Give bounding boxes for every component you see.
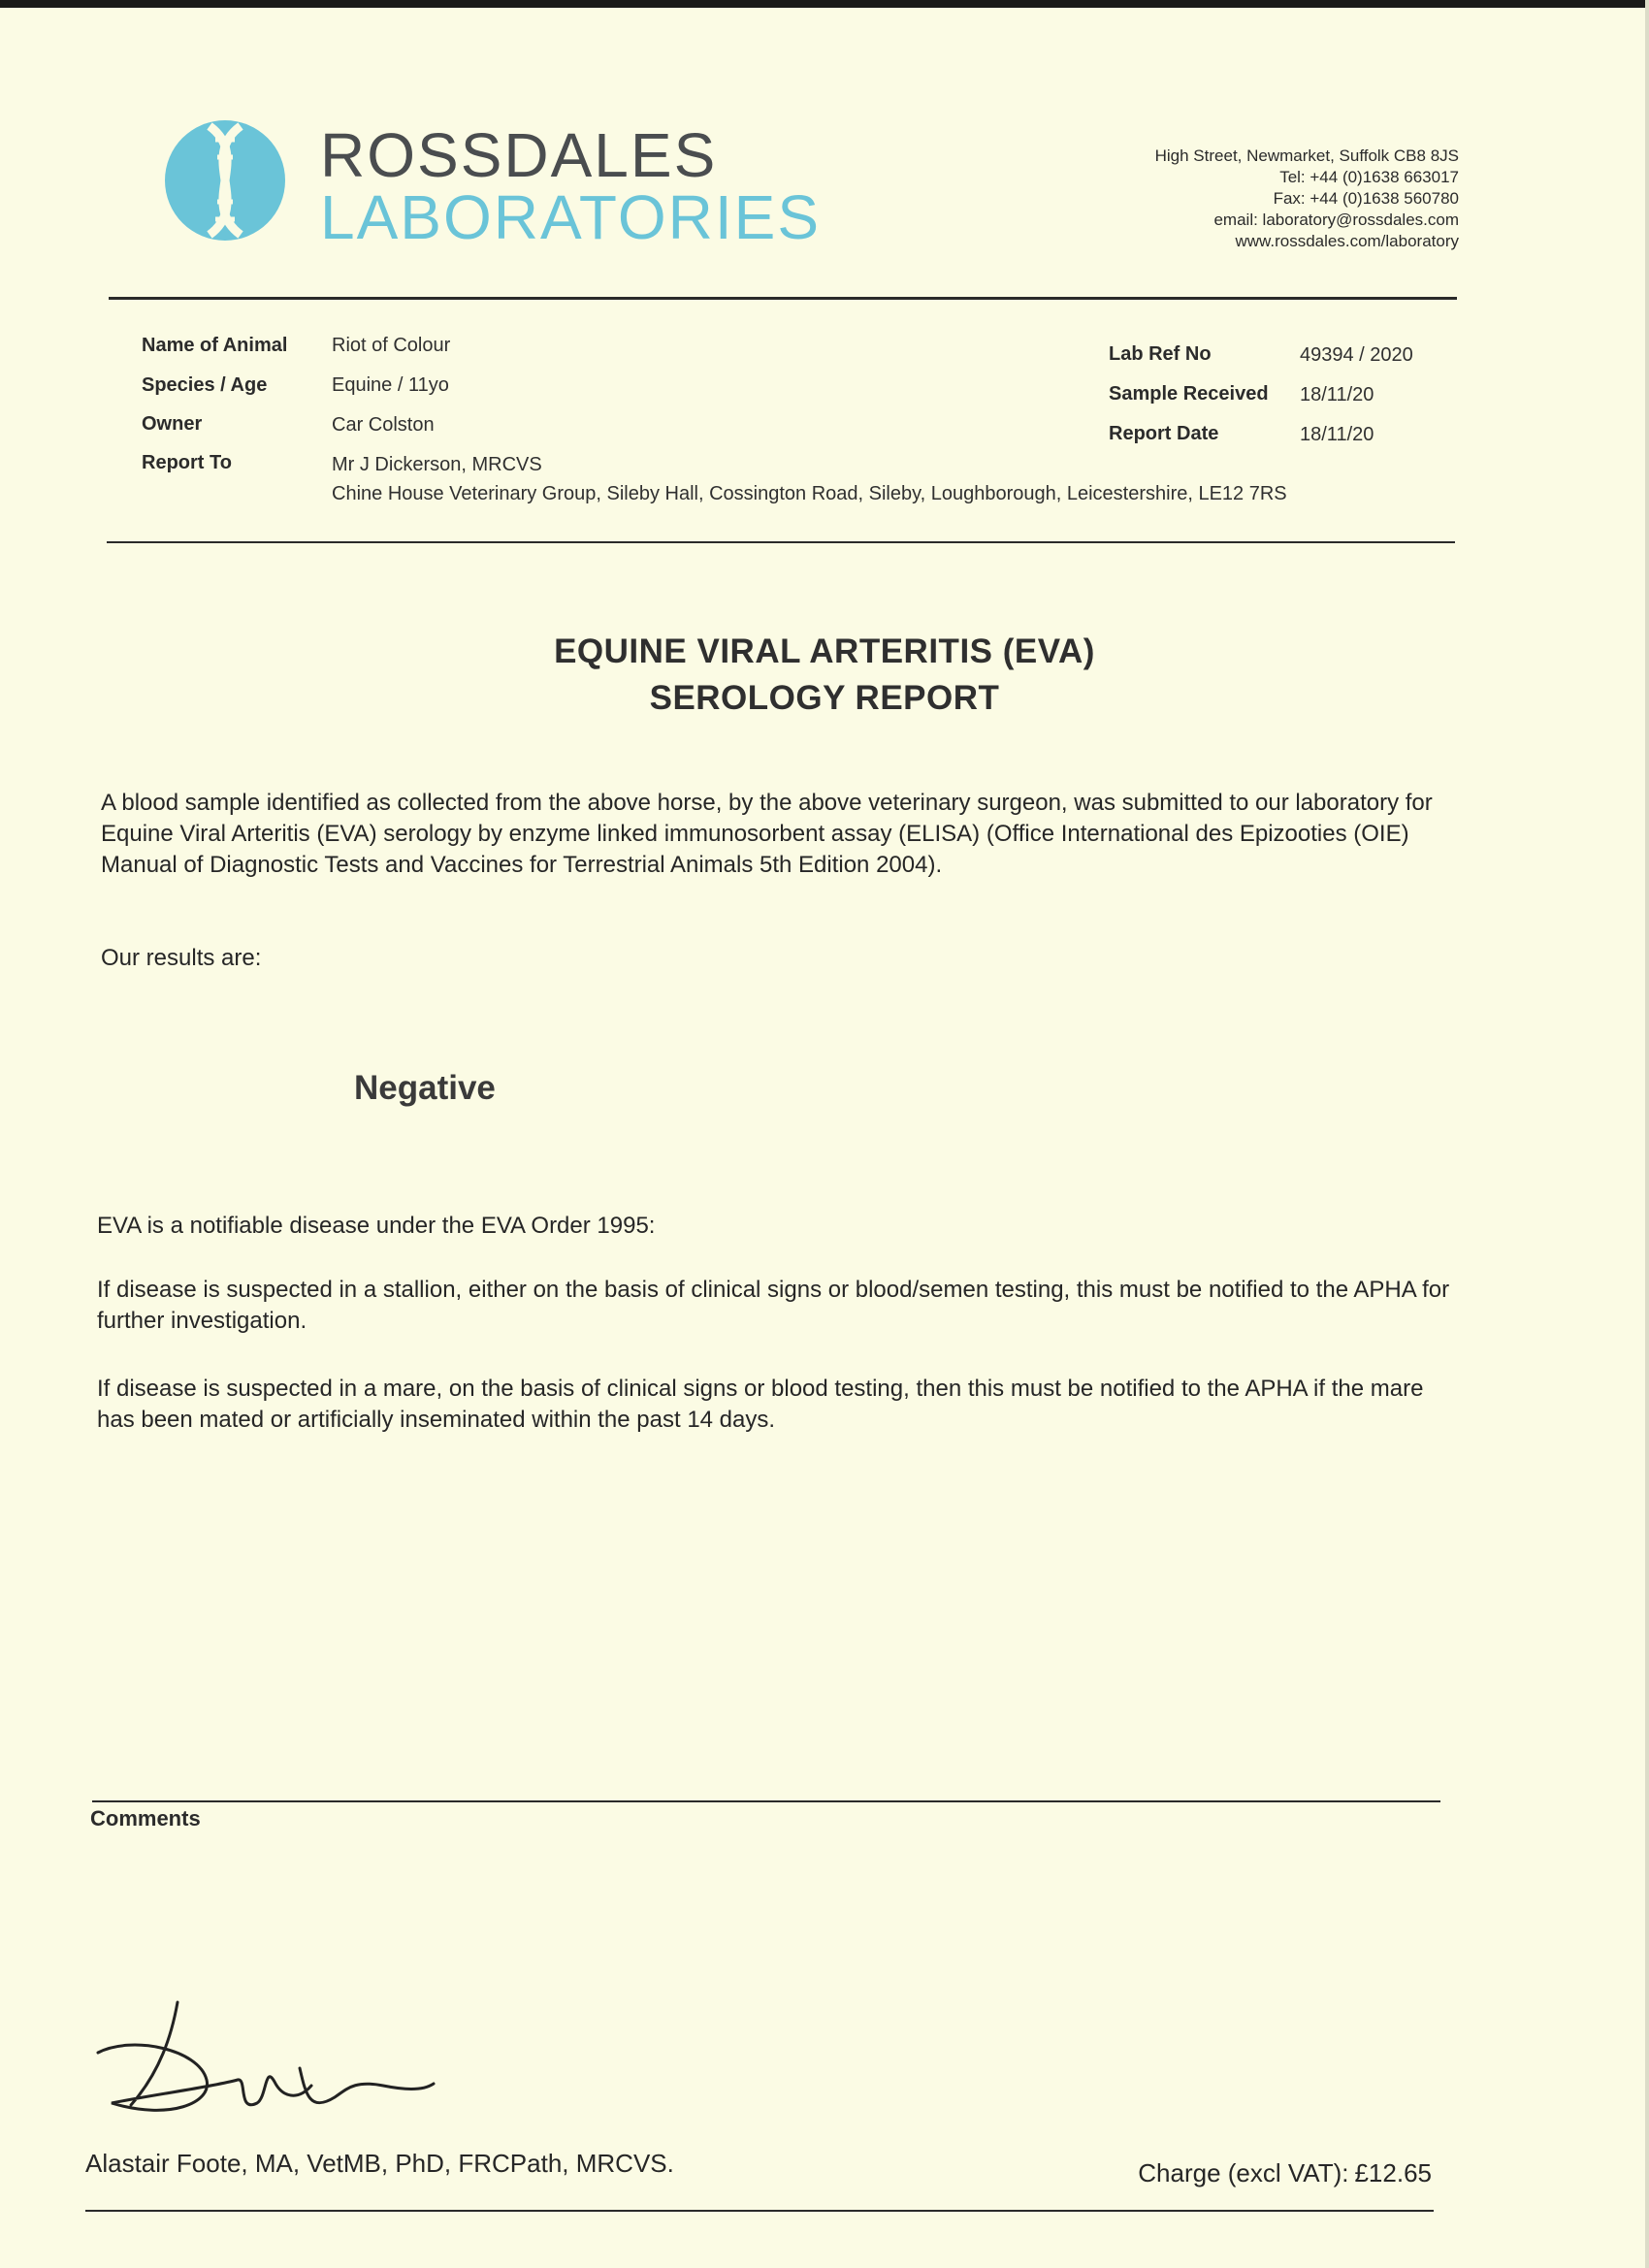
- owner-value: Car Colston: [332, 414, 435, 436]
- species-age-label: Species / Age: [142, 374, 268, 396]
- scan-edge-right: [1645, 0, 1649, 2268]
- results-intro: Our results are:: [101, 945, 262, 971]
- species-age-value: Equine / 11yo: [332, 374, 449, 396]
- fax: Fax: +44 (0)1638 560780: [1273, 189, 1459, 208]
- contact-block: [954, 146, 1459, 252]
- report-date-label: Report Date: [1109, 423, 1219, 444]
- signatory-name: Alastair Foote, MA, VetMB, PhD, FRCPath, MRCVS.: [85, 2149, 674, 2178]
- name-of-animal-label: Name of Animal: [142, 335, 288, 356]
- scan-edge-top: [0, 0, 1649, 8]
- sample-received-label: Sample Received: [1109, 383, 1269, 405]
- report-title-line2: SEROLOGY REPORT: [649, 679, 1000, 717]
- comments-divider: [92, 1800, 1440, 1802]
- telephone: Tel: +44 (0)1638 663017: [1279, 168, 1459, 186]
- footer-divider: [85, 2210, 1434, 2212]
- report-to-label: Report To: [142, 452, 232, 473]
- name-of-animal-value: Riot of Colour: [332, 335, 451, 356]
- charge-value: £12.65: [1354, 2158, 1432, 2187]
- mare-note: If disease is suspected in a mare, on the basis of clinical signs or blood testing, then this must be notified to the APHA if the mare has been mated or artificially inseminated within the past 14 days.: [97, 1376, 1424, 1433]
- charge: [1132, 2158, 1432, 2188]
- address: High Street, Newmarket, Suffolk CB8 8JS: [1154, 146, 1459, 165]
- report-to-address: Chine House Veterinary Group, Sileby Hall, Cossington Road, Sileby, Loughborough, Leicestershire, LE12 7RS: [332, 483, 1287, 504]
- notifiable-statement: EVA is a notifiable disease under the EVA Order 1995:: [97, 1213, 656, 1239]
- stallion-note: If disease is suspected in a stallion, either on the basis of clinical signs or blood/semen testing, this must be notified to the APHA for further investigation.: [97, 1277, 1450, 1334]
- email: email: laboratory@rossdales.com: [1213, 211, 1459, 229]
- report-to-name: Mr J Dickerson, MRCVS: [332, 454, 542, 475]
- report-title-line1: EQUINE VIRAL ARTERITIS (EVA): [554, 632, 1095, 670]
- lab-ref-value: 49394 / 2020: [1300, 344, 1413, 366]
- dna-helix-circle-icon: [163, 118, 287, 243]
- charge-label: Charge (excl VAT):: [1138, 2158, 1349, 2187]
- intro-paragraph: A blood sample identified as collected from the above horse, by the above veterinary surgeon, was submitted to our laboratory for Equine Viral Arteritis (EVA) serology by enzyme linked immunosorbent assay (ELISA) (Office International des Epizooties (OIE) Manual of Diagnostic Tests and Vaccines for Terrestrial Animals 5th Edition 2004).: [101, 790, 1433, 878]
- header-divider: [109, 297, 1457, 300]
- details-divider: [107, 541, 1455, 543]
- signature: [92, 1996, 441, 2122]
- sample-received-value: 18/11/20: [1300, 384, 1374, 405]
- website: www.rossdales.com/laboratory: [1235, 232, 1459, 250]
- report-date-value: 18/11/20: [1300, 424, 1374, 445]
- comments-label: Comments: [90, 1806, 201, 1831]
- test-result: Negative: [354, 1069, 496, 1107]
- lab-ref-label: Lab Ref No: [1109, 343, 1212, 365]
- brand-name-line2: LABORATORIES: [320, 182, 821, 252]
- brand-name-line1: ROSSDALES: [320, 120, 718, 190]
- owner-label: Owner: [142, 413, 203, 435]
